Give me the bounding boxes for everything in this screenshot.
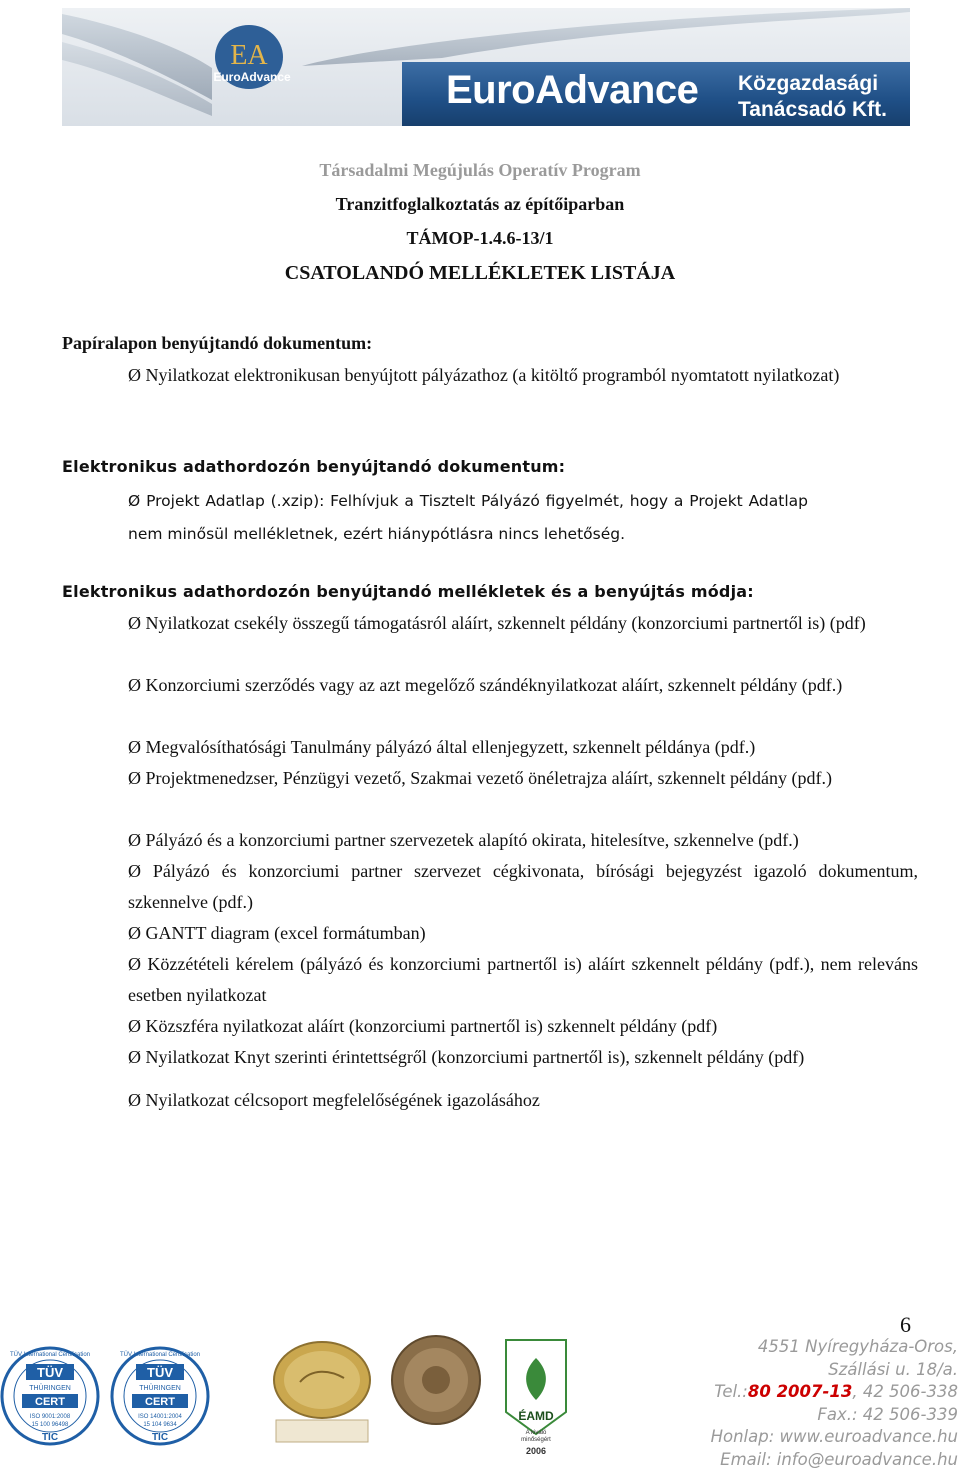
svg-text:CERT: CERT bbox=[35, 1396, 65, 1408]
attachment-text: Pályázó és konzorciumi partner szervezet cégkivonata, bírósági bejegyzést igazoló dokumentum, szkennelve (pdf.) bbox=[128, 861, 919, 912]
attachment-text: Megvalósíthatósági Tanulmány pályázó által ellenjegyzett, szkennelt példánya (pdf.) bbox=[145, 737, 756, 757]
attachment-text: Nyilatkozat csekély összegű támogatásról aláírt, szkennelt példány (konzorciumi partnertől is) (pdf) bbox=[145, 613, 866, 633]
svg-text:15 100 96498: 15 100 96498 bbox=[31, 1422, 69, 1428]
svg-text:TÜV International Certificatio: TÜV International Certification bbox=[119, 1352, 201, 1358]
section2-item bbox=[128, 485, 808, 551]
bullet-icon: Ø bbox=[128, 1090, 141, 1110]
section3-heading: Elektronikus adathordozón benyújtandó mellékletek és a benyújtás módja: bbox=[62, 582, 754, 601]
section2-heading: Elektronikus adathordozón benyújtandó dokumentum: bbox=[62, 457, 566, 476]
bullet-icon: Ø bbox=[128, 830, 141, 850]
svg-text:TÜV: TÜV bbox=[37, 1365, 63, 1380]
bullet-icon: Ø bbox=[128, 861, 141, 881]
svg-text:15 104 9634: 15 104 9634 bbox=[143, 1422, 177, 1428]
phone-line: Tel.:80 2007-13, 42 506-338 bbox=[714, 1382, 958, 1402]
phone-main: 80 2007-13 bbox=[747, 1382, 853, 1402]
bullet-icon: Ø bbox=[128, 1016, 141, 1036]
svg-text:TÜV International Certificatio: TÜV International Certification bbox=[9, 1352, 91, 1358]
bullet-icon: Ø bbox=[128, 768, 141, 788]
svg-text:THÜRINGEN: THÜRINGEN bbox=[29, 1385, 71, 1392]
attachment-item bbox=[128, 1042, 918, 1073]
project-subtitle: Tranzitfoglalkoztatás az építőiparban bbox=[335, 194, 625, 214]
brand-name: EuroAdvance bbox=[446, 68, 699, 112]
bullet-icon: Ø bbox=[128, 613, 141, 633]
attachment-text: Pályázó és a konzorciumi partner szervezetek alapító okirata, hitelesítve, szkennelve (pdf.) bbox=[145, 830, 799, 850]
attachment-text: GANTT diagram (excel formátumban) bbox=[145, 923, 426, 943]
attachment-item bbox=[128, 608, 918, 639]
address-line2: Szállási u. 18/a. bbox=[828, 1359, 958, 1379]
header-banner bbox=[62, 8, 910, 126]
document-title: CSATOLANDÓ MELLÉKLETEK LISTÁJA bbox=[284, 262, 676, 284]
attachment-item bbox=[128, 1011, 918, 1042]
tuv-iso14001-badge bbox=[112, 1348, 208, 1444]
attachment-text: Projektmenedzser, Pénzügyi vezető, Szakmai vezető önéletrajza aláírt, szkennelt példány (pdf.) bbox=[145, 768, 832, 788]
attachment-item bbox=[128, 763, 918, 794]
section1-item bbox=[128, 360, 918, 391]
company-address-block bbox=[658, 1336, 958, 1472]
attachment-item bbox=[128, 1085, 918, 1116]
svg-text:ISO 9001:2008: ISO 9001:2008 bbox=[29, 1414, 71, 1420]
bullet-icon: Ø bbox=[128, 1047, 141, 1067]
bullet-icon: Ø bbox=[128, 365, 141, 385]
bullet-icon: Ø bbox=[128, 675, 141, 695]
svg-text:TIC: TIC bbox=[151, 1432, 169, 1443]
section1-heading: Papíralapon benyújtandó dokumentum: bbox=[62, 333, 373, 353]
address-line1: 4551 Nyíregyháza-Oros, bbox=[757, 1337, 958, 1356]
attachment-text: Közszféra nyilatkozat aláírt (konzorciumi partnertől is) szkennelt példány (pdf) bbox=[145, 1016, 718, 1036]
svg-text:ISO 14001:2004: ISO 14001:2004 bbox=[138, 1414, 182, 1420]
attachment-item bbox=[128, 732, 918, 763]
bullet-icon: Ø bbox=[128, 737, 141, 757]
bullet-icon: Ø bbox=[128, 492, 141, 510]
svg-text:minőségért: minőségért bbox=[521, 1437, 551, 1443]
logo-text: EuroAdvance bbox=[213, 70, 291, 84]
svg-text:2006: 2006 bbox=[525, 1446, 547, 1456]
certification-badges bbox=[0, 1330, 620, 1475]
section1-item-text: Nyilatkozat elektronikusan benyújtott pályázathoz (a kitöltő programból nyomtatott nyilatkozat) bbox=[145, 365, 840, 385]
svg-text:EA: EA bbox=[230, 40, 268, 71]
eamd-quality-badge bbox=[506, 1340, 566, 1456]
tuv-iso9001-badge bbox=[2, 1348, 98, 1444]
svg-text:A kiváló: A kiváló bbox=[525, 1430, 547, 1436]
attachment-item bbox=[128, 670, 918, 701]
section2-item-text: Projekt Adatlap (.xzip): Felhívjuk a Tisztelt Pályázó figyelmét, hogy a Projekt Adatlap nem minősül mellékletnek, ezért hiánypótlásra nincs lehetőség. bbox=[128, 492, 808, 543]
bullet-icon: Ø bbox=[128, 923, 141, 943]
svg-text:TIC: TIC bbox=[41, 1432, 59, 1443]
bullet-icon: Ø bbox=[128, 954, 141, 974]
attachment-item bbox=[128, 825, 918, 856]
attachment-item bbox=[128, 949, 918, 1011]
page-number: 6 bbox=[900, 1312, 911, 1337]
svg-text:TÜV: TÜV bbox=[147, 1365, 173, 1380]
svg-text:CERT: CERT bbox=[145, 1396, 175, 1408]
attachment-item bbox=[128, 856, 918, 918]
attachment-text: Közzétételi kérelem (pályázó és konzorciumi partnertől is) aláírt szkennelt példány (pdf.), nem releváns esetben nyilatkozat bbox=[128, 954, 919, 1005]
attachment-text: Nyilatkozat célcsoport megfelelőségének igazolásához bbox=[145, 1090, 540, 1110]
badges-graphic bbox=[0, 1330, 620, 1470]
attachment-text: Nyilatkozat Knyt szerinti érintettségről (konzorciumi partnertől is), szkennelt példány (pdf) bbox=[145, 1047, 805, 1067]
bronze-medal-badge bbox=[392, 1336, 480, 1424]
website-link[interactable]: Honlap: www.euroadvance.hu bbox=[710, 1427, 958, 1447]
project-code: TÁMOP-1.4.6-13/1 bbox=[406, 228, 554, 248]
svg-text:THÜRINGEN: THÜRINGEN bbox=[139, 1385, 181, 1392]
svg-text:ÉAMD: ÉAMD bbox=[518, 1409, 554, 1423]
tagline-line1: Közgazdasági bbox=[738, 72, 879, 95]
fax-line: Fax.: 42 506-339 bbox=[817, 1404, 958, 1424]
email-link[interactable]: Email: info@euroadvance.hu bbox=[720, 1449, 958, 1469]
attachment-item bbox=[128, 918, 918, 949]
gold-medal-badge bbox=[274, 1342, 370, 1442]
attachment-text: Konzorciumi szerződés vagy az azt megelőző szándéknyilatkozat aláírt, szkennelt példány (pdf.) bbox=[145, 675, 843, 695]
program-name: Társadalmi Megújulás Operatív Program bbox=[319, 160, 641, 180]
tagline-line2: Tanácsadó Kft. bbox=[738, 98, 887, 121]
